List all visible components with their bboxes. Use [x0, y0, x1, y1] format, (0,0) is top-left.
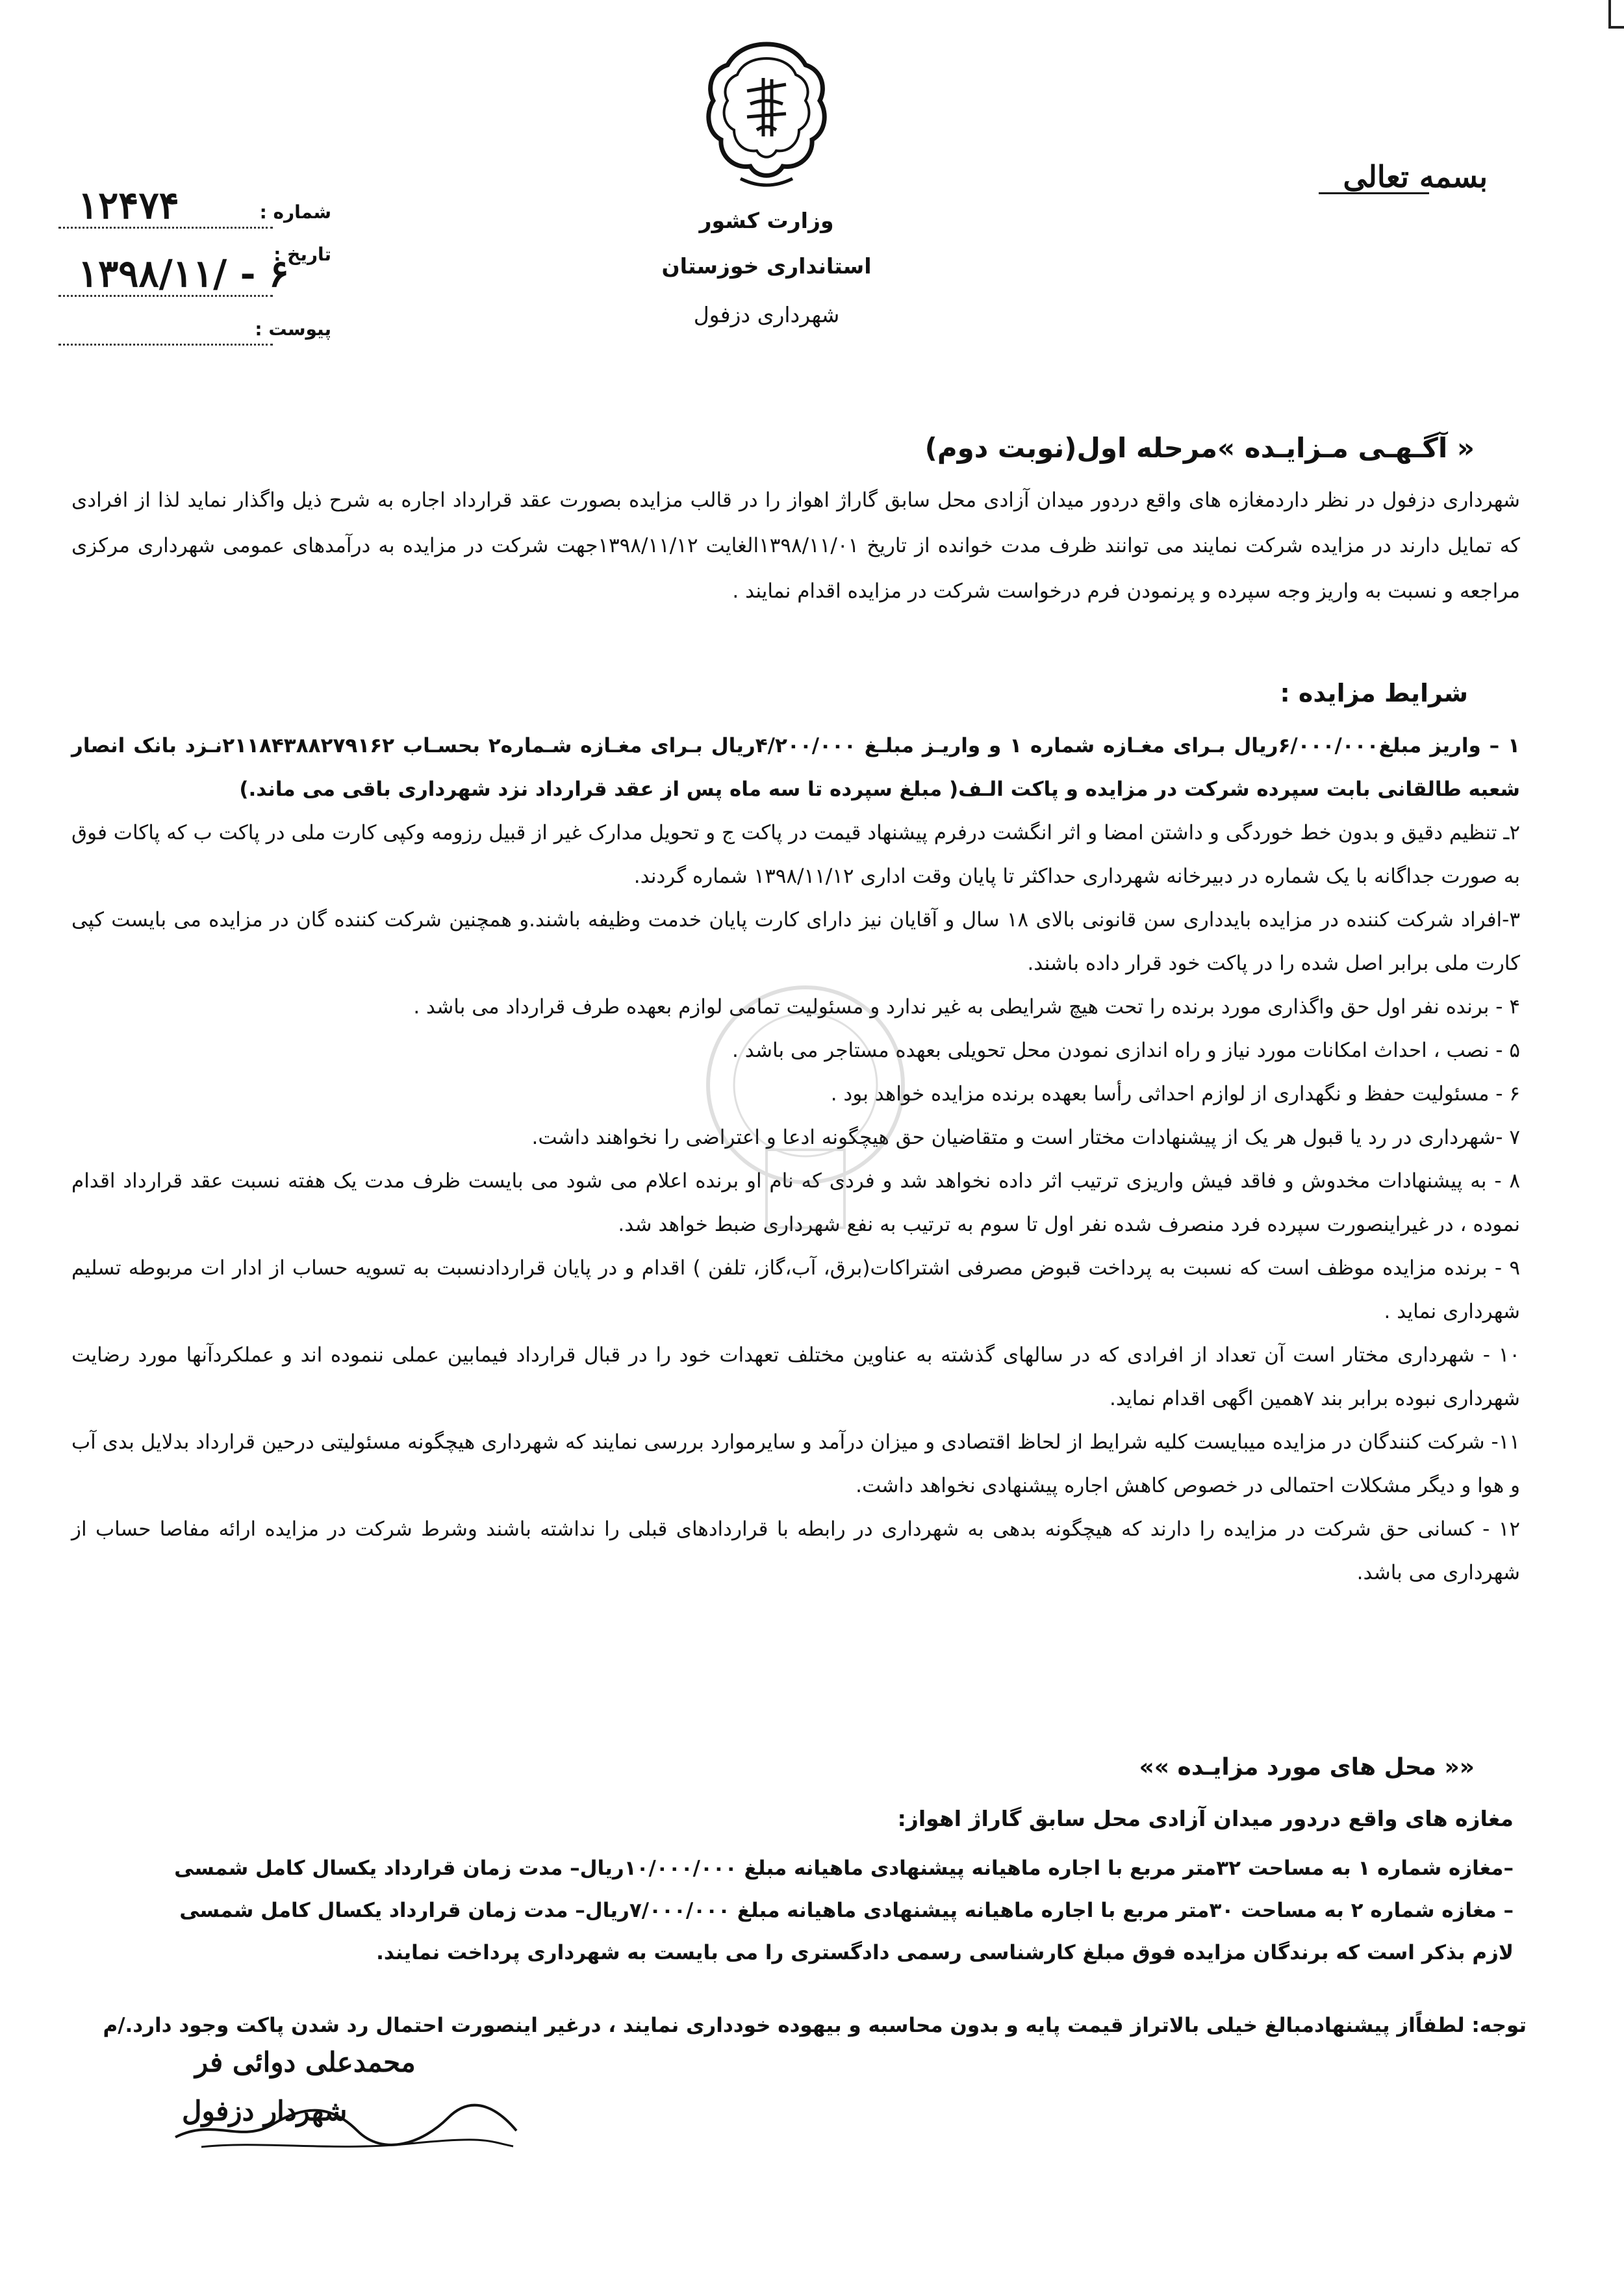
- date-label: تاریخ :: [273, 244, 331, 265]
- condition-item: ۴ - برنده نفر اول حق واگذاری مورد برنده را تحت هیچ شرایطی به غیر ندارد و مسئولیت تمامی لوازم بعهده طرف قرارداد می باشد .: [413, 995, 1520, 1019]
- number-value: ۱۲۴۷۴: [78, 183, 179, 227]
- governorate-name: استانداری خوزستان: [661, 253, 872, 279]
- location-item: – مغازه شماره ۲ به مساحت ۳۰متر مربع با اجاره ماهیانه پیشنهادی ماهیانه مبلغ ۷/۰۰۰/۰۰۰ریال– مدت زمان قرارداد یکسال کامل شمسی: [179, 1899, 1514, 1922]
- condition-item: ۵ - نصب ، احداث امکانات مورد نیاز و راه اندازی نمودن محل تحویلی بعهده مستاجر می باشد .: [732, 1039, 1520, 1062]
- besmellah-underline: [1319, 192, 1429, 194]
- notice-title: « آگـهـی مـزایـده »مرحله اول(نوبت دوم): [924, 432, 1475, 464]
- number-label: شماره :: [259, 201, 331, 223]
- ministry-name: وزارت کشور: [699, 208, 834, 233]
- location-item: –مغازه شماره ۱ به مساحت ۳۲متر مربع با اجاره ماهیانه پیشنهادی ماهیانه مبلغ ۱۰/۰۰۰/۰۰۰ریال– مدت زمان قرارداد یکسال کامل شمسی: [174, 1857, 1514, 1880]
- signatory-title: شهردار دزفول: [182, 2095, 348, 2127]
- letter-number-row: [58, 183, 331, 234]
- municipality-emblem: [702, 39, 831, 195]
- conditions-heading: شرایط مزایده :: [1280, 679, 1468, 707]
- intro-paragraph: شهرداری دزفول در نظر داردمغازه های واقع دردور میدان آزادی محل سابق گاراژ اهواز را در قالب مزایده بصورت عقد قرارداد اجاره به شرح ذیل واگذار نماید لذا از افرادی که تمایل دارند در مزایده شرکت نمایند می توانند ظرف مدت خوانده از تاریخ ۱۳۹۸/۱۱/۰۱الغایت ۱۳۹۸/۱۱/۱۲جهت شرکت در مزایده به درآمدهای عمومی شهرداری مرکزی مراجعه و نسبت به واریز وجه سپرده و پرنمودن فرم درخواست شرکت در مزایده اقدام نمایند .: [71, 488, 1520, 603]
- condition-item: ۹ - برنده مزایده موظف است که نسبت به پرداخت قبوض مصرفی اشتراکات(برق، آب،گاز، تلفن ) اقدام و در پایان قراردادنسبت به تسویه حساب از ادار ات مربوطه تسلیم شهرداری نماید .: [71, 1256, 1520, 1323]
- municipality-name: شهرداری دزفول: [693, 302, 840, 327]
- signatory-name: محمدعلی دوائی فر: [195, 2046, 416, 2078]
- letter-date-row: [58, 244, 331, 302]
- condition-item: ۱ – واریز مبلغ۶/۰۰۰/۰۰۰ریال بـرای مغـازه شماره ۱ و واریـز مبلـغ ۴/۲۰۰/۰۰۰ریال بـرای مغـازه شـماره۲ بحسـاب ۲۱۱۸۴۳۸۸۲۷۹۱۶۲نـزد بانک انصار شعبه طالقانی بابت سپرده شرکت در مزایده و پاکت الـف( مبلغ سپرده تا سه ماه پس از عقد قرارداد نزد شهرداری باقی می ماند.): [71, 734, 1520, 801]
- condition-item: ۲ـ تنظیم دقیق و بدون خط خوردگی و داشتن امضا و اثر انگشت درفرم پیشنهاد قیمت در پاکت ج و تحویل مدارک غیر از قبیل رزومه وکپی کارت ملی در پاکت ب که پاکات فوق به صورت جداگانه با یک شماره در دبیرخانه شهرداری حداکثر تا پایان وقت اداری ۱۳۹۸/۱۱/۱۲ شماره گردند.: [71, 821, 1520, 888]
- date-value: ۱۳۹۸/۱۱/ - ۶: [78, 251, 289, 296]
- condition-item: ۷ -شهرداری در رد یا قبول هر یک از پیشنهادات مختار است و متقاضیان حق هیچگونه ادعا و اعتراضی را نخواهند داشت.: [531, 1126, 1520, 1149]
- attachment-label: پیوست :: [255, 318, 331, 340]
- condition-item: ۱۱- شرکت کنندگان در مزایده میبایست کلیه شرایط از لحاظ اقتصادی و میزان درآمد و سایرموارد بررسی نمایند که شهرداری هیچگونه مسئولیتی درحین قرارداد بدلایل بدی آب و هوا و دیگر مشکلات احتمالی در خصوص کاهش اجاره پیشنهادی نخواهد داشت.: [71, 1430, 1520, 1497]
- locations-subheading: مغازه های واقع دردور میدان آزادی محل سابق گاراژ اهواز:: [897, 1806, 1514, 1831]
- stamp-watermark: [689, 955, 922, 1254]
- signature-scrawl: [162, 2079, 526, 2157]
- condition-item: ۳-افراد شرکت کننده در مزایده بایدداری سن قانونی بالای ۱۸ سال و آقایان نیز دارای کارت پایان خدمت وظیفه باشند.و همچنین شرکت کننده گان در مزایده می بایست کپی کارت ملی برابر اصل شده را در پاکت خود قرار داده باشند.: [71, 908, 1520, 975]
- locations-heading: «« محل های مورد مزایـده »»: [1139, 1754, 1475, 1781]
- attachment-dotted-line: [58, 344, 273, 346]
- condition-item: ۱۲ - کسانی حق شرکت در مزایده را دارند که هیچگونه بدهی به شهرداری در رابطه با قراردادهای قبلی را نداشته باشند وشرط شرکت در مزایده ارائه مفاصا حساب از شهرداری می باشد.: [71, 1517, 1520, 1584]
- besmellah-heading: بسمه تعالی: [1343, 159, 1488, 194]
- condition-item: ۸ - به پیشنهادات مخدوش و فاقد فیش واریزی ترتیب اثر داده نخواهد شد و فردی که نام او برنده اعلام می شود می بایست ظرف مدت یک هفته نسبت عقد قرارداد اقدام نموده ، در غیراینصورت سپرده فرد منصرف شده نفر اول تا سوم به ترتیب به نفع شهرداری ضبط خواهد شد.: [71, 1169, 1520, 1236]
- scan-edge-mark: [1608, 0, 1624, 29]
- condition-item: ۱۰ - شهرداری مختار است آن تعداد از افرادی که در سالهای گذشته به عناوین مختلف تعهدات خود را در قبال قرارداد فیمابین عملی ننموده اند و عملکردآنها مورد رضایت شهرداری نبوده برابر بند ۷همین اگهی اقدام نماید.: [71, 1343, 1520, 1410]
- location-item: لازم بذکر است که برندگان مزایده فوق مبلغ کارشناسی رسمی دادگستری را می بایست به شهرداری پرداخت نمایند.: [376, 1941, 1514, 1964]
- letter-attachment-row: [58, 312, 331, 351]
- note-line: توجه: لطفاًاز پیشنهادمبالغ خیلی بالاتراز قیمت پایه و بدون محاسبه و بیهوده خودداری نمایند ، درغیر اینصورت احتمال رد شدن پاکت وجود دارد./م: [103, 2014, 1527, 2037]
- condition-item: ۶ - مسئولیت حفظ و نگهداری از لوازم احداثی رأسا بعهده برنده مزایده خواهد بود .: [830, 1082, 1520, 1106]
